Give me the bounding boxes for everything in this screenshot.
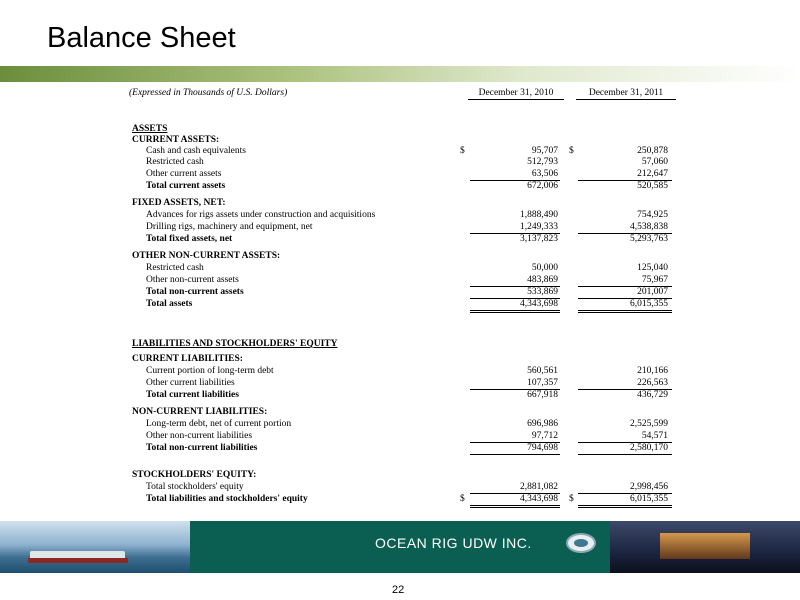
column-header-2011: December 31, 2011 <box>576 88 676 100</box>
value-2010: 4,343,698 <box>520 494 558 504</box>
row-label: Total current liabilities <box>146 390 239 400</box>
value-2011: 75,967 <box>641 275 668 285</box>
value-2011: 57,060 <box>641 157 668 167</box>
subsection-heading: NON-CURRENT LIABILITIES: <box>132 407 268 417</box>
ship-hull <box>28 558 128 563</box>
value-2010: 50,000 <box>531 263 558 273</box>
double-rule <box>578 507 672 508</box>
value-2011: 210,166 <box>637 366 668 376</box>
double-rule <box>470 505 560 506</box>
ship-photo <box>0 521 190 573</box>
value-2010: 4,343,698 <box>520 299 558 309</box>
value-2011: 2,998,456 <box>630 482 668 492</box>
subsection-heading: CURRENT LIABILITIES: <box>132 354 243 364</box>
row-label: Restricted cash <box>146 157 204 167</box>
value-2010: 533,869 <box>527 287 558 297</box>
value-2010: 97,712 <box>531 431 558 441</box>
row-label: Long-term debt, net of current portion <box>146 419 292 429</box>
row-label: Total non-current liabilities <box>146 443 258 453</box>
row-label: Other current assets <box>146 169 222 179</box>
value-2010: 672,006 <box>527 181 558 191</box>
value-2011: 754,925 <box>637 210 668 220</box>
value-2011: 54,571 <box>641 431 668 441</box>
row-label: Other current liabilities <box>146 378 235 388</box>
value-2011: 226,563 <box>637 378 668 388</box>
value-2010: 794,698 <box>527 443 558 453</box>
drilling-rig <box>660 533 750 559</box>
value-2010: 95,707 <box>531 146 558 156</box>
dollar-sign: $ <box>460 494 465 504</box>
rig-photo <box>610 521 800 573</box>
column-header-2010: December 31, 2010 <box>468 88 564 100</box>
row-label: Other non-current liabilities <box>146 431 253 441</box>
value-2010: 2,881,082 <box>520 482 558 492</box>
double-rule <box>470 310 560 311</box>
value-2011: 125,040 <box>637 263 668 273</box>
value-2011: 212,647 <box>637 169 668 179</box>
company-logo-icon <box>566 533 596 553</box>
subsection-heading: STOCKHOLDERS' EQUITY: <box>132 470 257 480</box>
page-title: Balance Sheet <box>47 22 236 54</box>
value-2011: 520,585 <box>637 181 668 191</box>
row-label: Total non-current assets <box>146 287 244 297</box>
value-2011: 6,015,355 <box>630 494 668 504</box>
value-2010: 667,918 <box>527 390 558 400</box>
subsection-heading: FIXED ASSETS, NET: <box>132 198 226 208</box>
value-2010: 696,986 <box>527 419 558 429</box>
subsection-heading: OTHER NON-CURRENT ASSETS: <box>132 251 281 261</box>
double-rule <box>470 507 560 508</box>
dollar-sign: $ <box>569 146 574 156</box>
row-label: Advances for rigs assets under construction and acquisitions <box>146 210 376 220</box>
subsection-heading: CURRENT ASSETS: <box>132 135 220 145</box>
double-rule <box>470 312 560 313</box>
value-2010: 63,506 <box>531 169 558 179</box>
row-label: Restricted cash <box>146 263 204 273</box>
section-heading: ASSETS <box>132 124 168 134</box>
section-heading: LIABILITIES AND STOCKHOLDERS' EQUITY <box>132 339 338 349</box>
double-rule <box>578 312 672 313</box>
value-2010: 1,249,333 <box>520 222 558 232</box>
company-name: OCEAN RIG UDW INC. <box>375 535 532 551</box>
row-label: Drilling rigs, machinery and equipment, net <box>146 222 313 232</box>
dollar-sign: $ <box>460 146 465 156</box>
value-2011: 5,293,763 <box>630 234 668 244</box>
page-number: 22 <box>392 584 405 596</box>
value-2011: 436,729 <box>637 390 668 400</box>
value-2010: 560,561 <box>527 366 558 376</box>
value-2010: 1,888,490 <box>520 210 558 220</box>
row-label: Other non-current assets <box>146 275 239 285</box>
value-2011: 201,007 <box>637 287 668 297</box>
rule <box>470 454 560 455</box>
value-2011: 6,015,355 <box>630 299 668 309</box>
dollar-sign: $ <box>569 494 574 504</box>
row-label: Total assets <box>146 299 193 309</box>
double-rule <box>578 505 672 506</box>
value-2011: 4,538,838 <box>630 222 668 232</box>
value-2010: 483,869 <box>527 275 558 285</box>
row-label: Total current assets <box>146 181 226 191</box>
row-label: Total fixed assets, net <box>146 234 233 244</box>
value-2010: 512,793 <box>527 157 558 167</box>
row-label: Total stockholders' equity <box>146 482 244 492</box>
row-label: Cash and cash equivalents <box>146 146 246 156</box>
row-label: Total liabilities and stockholders' equity <box>146 494 308 504</box>
value-2011: 250,878 <box>637 146 668 156</box>
double-rule <box>578 310 672 311</box>
value-2010: 3,137,823 <box>520 234 558 244</box>
unit-note: (Expressed in Thousands of U.S. Dollars) <box>129 88 288 98</box>
value-2010: 107,357 <box>527 378 558 388</box>
value-2011: 2,525,599 <box>630 419 668 429</box>
value-2011: 2,580,170 <box>630 443 668 453</box>
rule <box>578 454 672 455</box>
row-label: Current portion of long-term debt <box>146 366 274 376</box>
